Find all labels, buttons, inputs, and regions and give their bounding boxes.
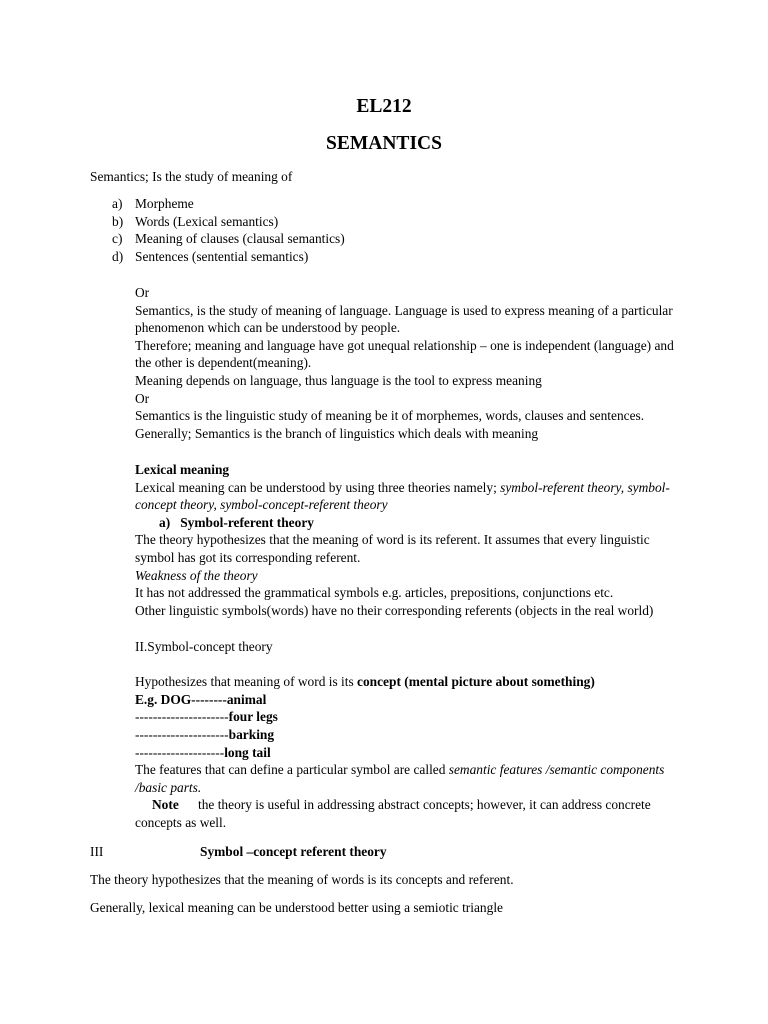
features-text: The features that can define a particular symbol are called <box>135 762 449 778</box>
list-item-text: Sentences (sentential semantics) <box>135 248 309 264</box>
subject-heading: SEMANTICS <box>326 133 442 154</box>
theory-a-description: The theory hypothesizes that the meaning of word is its referent. It assumes that every linguistic symbol has got its corresponding referent. <box>135 532 650 565</box>
definition-paragraph: Therefore; meaning and language have got unequal relationship – one is independent (language) and the other is dependent(meaning). <box>135 337 674 371</box>
lexical-meaning-heading: Lexical meaning <box>135 462 230 477</box>
example-line <box>135 744 680 762</box>
weakness-item: Other linguistic symbols(words) have no their corresponding referents (objects in the real world) <box>135 602 654 618</box>
hypothesis-concept: concept (mental picture about something) <box>357 674 595 690</box>
list-item-text: Meaning of clauses (clausal semantics) <box>135 231 345 247</box>
definition-paragraph: Semantics is the linguistic study of meaning be it of morphemes, words, clauses and sentences. <box>135 408 645 424</box>
definition-paragraph: Generally; Semantics is the branch of linguistics which deals with meaning <box>135 425 539 441</box>
theory-a-title: Symbol-referent theory <box>180 514 314 530</box>
example-line <box>135 726 680 744</box>
theory-a-heading <box>135 514 680 532</box>
example-dashes: E.g. DOG-------- <box>135 691 227 707</box>
theory-b-heading: II.Symbol-concept theory <box>135 639 273 654</box>
note-text: the theory is useful in addressing abstract concepts; however, it can address concrete concepts as well. <box>135 797 651 830</box>
definition-paragraph: Meaning depends on language, thus language is the tool to express meaning <box>135 372 542 388</box>
theory-a-marker: a) <box>159 514 171 530</box>
spacer <box>135 656 680 674</box>
example-feature: four legs <box>228 709 278 725</box>
example-dashes: -------------------- <box>135 744 225 760</box>
theory-c-numeral: III <box>90 844 104 859</box>
semantic-features-text <box>135 761 680 796</box>
conclusion-text: Generally, lexical meaning can be understood better using a semiotic triangle <box>90 900 503 915</box>
example-dashes: --------------------- <box>135 709 229 725</box>
note-label: Note <box>152 797 179 813</box>
list-item-text: Morpheme <box>135 196 194 211</box>
intro-text: Semantics; Is the study of meaning of <box>90 169 293 184</box>
note-paragraph <box>135 796 680 831</box>
definition-paragraph: Semantics, is the study of meaning of language. Language is used to express meaning of a particular phenomenon which can be understood by people. <box>135 302 673 336</box>
or-connector: Or <box>135 285 150 300</box>
course-code-heading: EL212 <box>356 96 412 117</box>
lexical-theories-list: symbol-referent theory, symbol- concept theory, symbol-concept-referent theory <box>135 479 670 513</box>
or-connector: Or <box>135 390 150 406</box>
symbol-concept-section <box>135 638 680 832</box>
example-feature: barking <box>228 726 275 742</box>
list-marker: d) <box>112 248 124 264</box>
example-feature: long tail <box>224 744 271 760</box>
features-terms: semantic features /semantic components /basic parts. <box>135 762 665 795</box>
definitions-block <box>135 284 680 442</box>
theory-c-description: The theory hypothesizes that the meaning of words is its concepts and referent. <box>90 872 514 887</box>
weakness-heading: Weakness of the theory <box>135 567 258 583</box>
example-line <box>135 708 680 726</box>
hypothesis-text: Hypothesizes that meaning of word is its <box>135 674 358 690</box>
list-marker: b) <box>112 213 124 229</box>
theory-c-heading: Symbol –concept referent theory <box>200 844 387 859</box>
list-marker: c) <box>112 231 123 247</box>
example-line <box>135 691 680 709</box>
example-dashes: --------------------- <box>135 726 229 742</box>
lexical-intro-text: Lexical meaning can be understood by using three theories namely; <box>135 479 501 495</box>
list-marker: a) <box>112 196 123 211</box>
lexical-intro <box>135 479 680 514</box>
list-item-text: Words (Lexical semantics) <box>135 213 279 229</box>
lexical-meaning-section <box>135 461 680 619</box>
weakness-item: It has not addressed the grammatical symbols e.g. articles, prepositions, conjunctions etc. <box>135 585 614 601</box>
theory-b-hypothesis <box>135 673 680 691</box>
example-feature: animal <box>226 691 267 707</box>
